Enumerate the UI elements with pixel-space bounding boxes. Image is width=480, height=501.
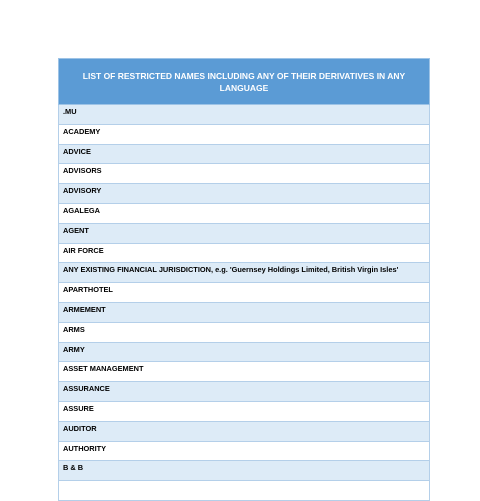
restricted-name-cell: ADVICE bbox=[59, 144, 430, 164]
table-row bbox=[59, 342, 430, 362]
restricted-name-cell: ARMY bbox=[59, 342, 430, 362]
restricted-name-cell: ADVISORY bbox=[59, 184, 430, 204]
restricted-name-cell: AUTHORITY bbox=[59, 441, 430, 461]
table-row bbox=[59, 105, 430, 125]
restricted-name-cell: APARTHOTEL bbox=[59, 283, 430, 303]
restricted-name-cell: AIR FORCE bbox=[59, 243, 430, 263]
table-row bbox=[59, 283, 430, 303]
restricted-name-cell: ADVISORS bbox=[59, 164, 430, 184]
restricted-name-cell: ACADEMY bbox=[59, 124, 430, 144]
table-row bbox=[59, 302, 430, 322]
restricted-name-cell: AGALEGA bbox=[59, 203, 430, 223]
restricted-names-table bbox=[58, 58, 430, 501]
table-row bbox=[59, 243, 430, 263]
restricted-name-cell: ARMEMENT bbox=[59, 302, 430, 322]
restricted-name-cell: AGENT bbox=[59, 223, 430, 243]
table-row bbox=[59, 481, 430, 501]
table-row bbox=[59, 223, 430, 243]
table-row bbox=[59, 124, 430, 144]
table-header-row bbox=[59, 59, 430, 105]
table-row bbox=[59, 441, 430, 461]
table-row bbox=[59, 401, 430, 421]
table-row bbox=[59, 322, 430, 342]
table-row bbox=[59, 184, 430, 204]
table-row bbox=[59, 421, 430, 441]
table-row bbox=[59, 144, 430, 164]
restricted-name-cell: ANY EXISTING FINANCIAL JURISDICTION, e.g. 'Guernsey Holdings Limited, British Virgin Isles' bbox=[59, 263, 430, 283]
table-row bbox=[59, 263, 430, 283]
restricted-name-cell: AUDITOR bbox=[59, 421, 430, 441]
restricted-name-cell: .MU bbox=[59, 105, 430, 125]
restricted-name-cell: ASSET MANAGEMENT bbox=[59, 362, 430, 382]
restricted-name-cell bbox=[59, 481, 430, 501]
table-row bbox=[59, 461, 430, 481]
table-header: LIST OF RESTRICTED NAMES INCLUDING ANY OF THEIR DERIVATIVES IN ANY LANGUAGE bbox=[59, 59, 430, 105]
table-row bbox=[59, 203, 430, 223]
table-row bbox=[59, 362, 430, 382]
restricted-name-cell: B & B bbox=[59, 461, 430, 481]
restricted-name-cell: ASSURANCE bbox=[59, 382, 430, 402]
restricted-name-cell: ASSURE bbox=[59, 401, 430, 421]
restricted-name-cell: ARMS bbox=[59, 322, 430, 342]
table-row bbox=[59, 382, 430, 402]
table-row bbox=[59, 164, 430, 184]
